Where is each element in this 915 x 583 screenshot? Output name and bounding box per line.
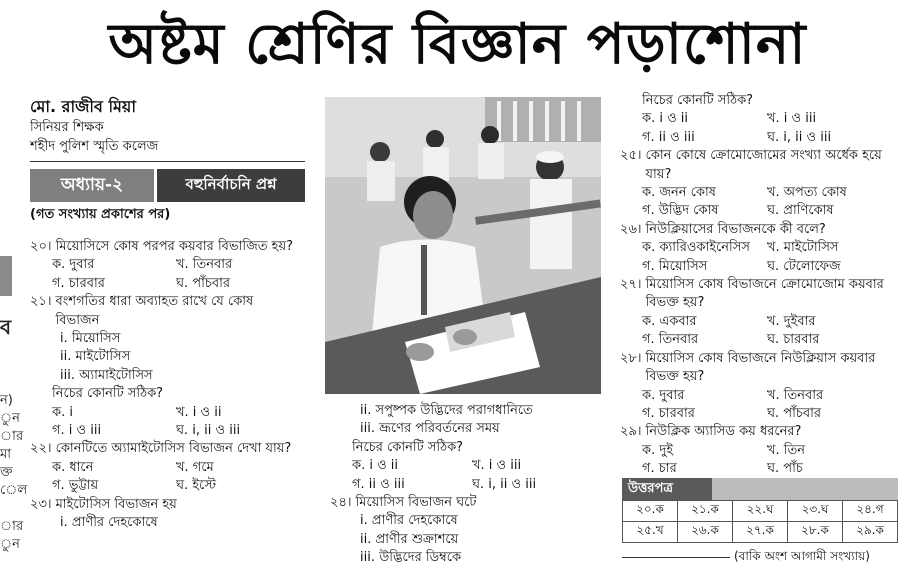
option-row xyxy=(30,256,300,274)
option: ক. একবার xyxy=(642,313,697,329)
question-27 xyxy=(620,276,892,313)
option-row xyxy=(30,275,300,293)
question-column-3 xyxy=(620,92,892,479)
option: খ. তিনবার xyxy=(767,387,824,403)
option: ক. i ও ii xyxy=(642,111,689,127)
option: গ. ii ও iii xyxy=(352,476,405,492)
question-number: ২৫। xyxy=(620,148,642,164)
option: ঘ. ইস্টে xyxy=(176,478,217,494)
question-number: ২৪। xyxy=(330,495,352,511)
question-number: ২৯। xyxy=(620,424,642,440)
question-26 xyxy=(620,221,892,239)
question-number: ২৮। xyxy=(620,350,642,366)
option: ক. দুবার xyxy=(52,257,95,273)
statement: iii. অ্যামাইটোসিস xyxy=(60,367,153,383)
option: খ. মাইটোসিস xyxy=(767,240,839,256)
question-text: কোন কোষে ক্রোমোজোমের সংখ্যা অর্ধেক হয়ে যায়? xyxy=(645,148,882,182)
option-row xyxy=(330,457,592,475)
option: ঘ. i, ii ও iii xyxy=(472,476,537,492)
option: গ. চার xyxy=(642,461,677,477)
which-correct-prompt: নিচের কোনটি সঠিক? xyxy=(642,93,754,108)
answer-cell: ২০.ক xyxy=(623,501,678,522)
option-row xyxy=(30,422,300,440)
question-number: ২০। xyxy=(30,239,52,254)
author-name: মো. রাজীব মিয়া xyxy=(30,97,136,116)
chapter-label: অধ্যায়-২ xyxy=(30,169,154,202)
exam-hall-image xyxy=(325,97,601,394)
option: গ. তিনবার xyxy=(642,332,699,348)
edge-gray-bar xyxy=(0,256,12,296)
edge-char: ন) xyxy=(0,393,13,408)
option: ঘ. প্রাণিকোষ xyxy=(767,203,834,219)
question-29 xyxy=(620,423,892,441)
edge-char: ক্ত xyxy=(0,465,13,480)
option: খ. অপত্য কোষ xyxy=(767,185,847,201)
question-22 xyxy=(30,440,300,458)
statement: ii. সপুষ্পক উদ্ভিদের পরাগধানিতে xyxy=(360,403,533,418)
continuation-note: (গত সংখ্যায় প্রকাশের পর) xyxy=(30,207,171,222)
option: গ. ভুট্টায় xyxy=(52,478,99,494)
option: ক. i xyxy=(52,404,73,420)
question-column-2 xyxy=(330,402,592,568)
answer-cell: ২৩.ঘ xyxy=(788,501,843,522)
question-text: নিউক্লিক অ্যাসিড কয় ধরনের? xyxy=(645,424,802,440)
question-number: ২৬। xyxy=(620,221,642,237)
option: খ. দুইবার xyxy=(767,313,816,329)
which-correct-prompt: নিচের কোনটি সঠিক? xyxy=(52,386,164,402)
option: ক. ধানে xyxy=(52,459,94,475)
question-text: মিয়োসিস কোষ বিভাজনে নিউক্লিয়াস কয়বার বিভক্ত হয়? xyxy=(645,350,876,385)
students-exam-photo xyxy=(325,97,601,394)
option: ক. জনন কোষ xyxy=(642,185,716,201)
option: ঘ. পাঁচবার xyxy=(767,405,822,421)
option-row xyxy=(30,477,300,495)
option: খ. i ও iii xyxy=(767,111,817,127)
option-row xyxy=(620,110,892,128)
option: খ. গমে xyxy=(176,459,214,475)
option: খ. তিন xyxy=(767,442,806,458)
option: ঘ. পাঁচ xyxy=(767,461,803,477)
statement: ii. মাইটোসিস xyxy=(60,349,131,365)
option: খ. i ও ii xyxy=(176,404,222,420)
edge-char: ার xyxy=(0,429,24,444)
option: গ. চারবার xyxy=(642,405,695,421)
option-row xyxy=(620,239,892,257)
answer-cell: ২৬.ক xyxy=(678,522,733,543)
option: খ. i ও iii xyxy=(472,458,522,474)
question-text: কোনটিতে অ্যামাইটোসিস বিভাজন দেখা যায়? xyxy=(55,441,292,457)
option-row xyxy=(620,129,892,147)
option-row xyxy=(620,405,892,423)
question-text: বংশগতির ধারা অব্যাহত রাখে যে কোষ বিভাজন xyxy=(55,294,254,328)
question-text: নিউক্লিয়াসের বিভাজনকে কী বলে? xyxy=(645,221,826,237)
option: ঘ. i, ii ও iii xyxy=(767,129,832,145)
option: ঘ. পাঁচবার xyxy=(176,275,231,291)
option: গ. ii ও iii xyxy=(642,129,695,145)
divider xyxy=(30,161,305,162)
option: খ. তিনবার xyxy=(176,257,233,273)
statement: iii. উদ্ভিদের ডিম্বকে xyxy=(360,550,462,566)
question-text: মিয়োসিস কোষ বিভাজনে ক্রোমোজোম কয়বার বিভক্ত হয়? xyxy=(645,277,884,311)
statement: i. প্রাণীর দেহকোষে xyxy=(360,513,458,529)
topic-label: বহুনির্বাচনি প্রশ্ন xyxy=(157,169,305,202)
edge-char: েল xyxy=(0,483,28,498)
edge-char: ুন xyxy=(0,411,20,426)
option-row xyxy=(620,331,892,349)
question-number: ২১। xyxy=(30,294,52,310)
answer-cell: ২১.ক xyxy=(678,501,733,522)
question-column-1 xyxy=(30,238,300,533)
statement: i. প্রাণীর দেহকোষে xyxy=(60,515,158,531)
question-28 xyxy=(620,350,892,387)
option: গ. মিয়োসিস xyxy=(642,258,708,274)
question-24 xyxy=(330,494,592,512)
edge-char: ার xyxy=(0,519,24,534)
option-row xyxy=(620,202,892,220)
option: ক. i ও ii xyxy=(352,458,399,474)
question-25 xyxy=(620,147,892,184)
answer-cell: ২৪.গ xyxy=(842,501,897,522)
option: ঘ. টেলোফেজ xyxy=(767,258,841,274)
question-number: ২৭। xyxy=(620,277,642,293)
edge-char: ব xyxy=(0,315,12,339)
option-row xyxy=(620,258,892,276)
question-number: ২৩। xyxy=(30,496,52,512)
chapter-bar xyxy=(30,169,305,202)
answer-cell: ২৭.ক xyxy=(733,522,788,543)
option: ক. দুবার xyxy=(642,387,685,403)
answer-cell: ২৯.ক xyxy=(842,522,897,543)
option-row xyxy=(330,476,592,494)
statement: iii. ভ্রূণের পরিবর্তনের সময় xyxy=(360,421,500,437)
page-headline: অষ্টম শ্রেণির বিজ্ঞান পড়াশোনা xyxy=(108,11,807,77)
option-row xyxy=(620,442,892,460)
answer-key-table xyxy=(622,500,898,543)
edge-char: ুন xyxy=(0,537,20,552)
author-institution: শহীদ পুলিশ স্মৃতি কলেজ xyxy=(30,139,159,154)
answer-cell: ২৫.খ xyxy=(623,522,678,543)
option-row xyxy=(620,460,892,478)
option-row xyxy=(30,459,300,477)
question-20 xyxy=(30,238,300,256)
answer-cell: ২৮.ক xyxy=(788,522,843,543)
author-role: সিনিয়র শিক্ষক xyxy=(30,120,104,135)
question-text: মিয়োসিস বিভাজন ঘটে xyxy=(355,495,477,511)
statement: i. মিয়োসিস xyxy=(60,331,121,347)
author-block xyxy=(30,96,306,156)
option: ঘ. চারবার xyxy=(767,332,820,348)
option: ঘ. i, ii ও iii xyxy=(176,423,241,439)
statement: ii. প্রাণীর শুক্রাশয়ে xyxy=(360,531,459,547)
question-text: মিয়োসিসে কোষ পরপর কয়বার বিভাজিত হয়? xyxy=(55,239,294,254)
question-number: ২২। xyxy=(30,441,52,457)
answer-row xyxy=(623,501,898,522)
option: গ. i ও iii xyxy=(52,423,102,439)
question-21 xyxy=(30,293,300,330)
answer-row xyxy=(623,522,898,543)
option: ক. ক্যারিওকাইনেসিস xyxy=(642,240,750,256)
answer-key-title: উত্তরপত্র xyxy=(622,478,712,500)
which-correct-prompt: নিচের কোনটি সঠিক? xyxy=(352,439,464,455)
option: গ. উদ্ভিদ কোষ xyxy=(642,203,719,219)
option-row xyxy=(30,404,300,422)
option: ক. দুই xyxy=(642,442,673,458)
edge-char: মা xyxy=(0,447,11,462)
option: গ. চারবার xyxy=(52,275,105,291)
answer-key-band xyxy=(712,478,898,500)
divider xyxy=(622,557,730,558)
question-23 xyxy=(30,496,300,514)
to-be-continued-note: (বাকি অংশ আগামী সংখ্যায়) xyxy=(734,549,870,563)
option-row xyxy=(620,387,892,405)
option-row xyxy=(620,184,892,202)
question-text: মাইটোসিস বিভাজন হয় xyxy=(55,496,177,512)
answer-cell: ২২.ঘ xyxy=(733,501,788,522)
option-row xyxy=(620,313,892,331)
